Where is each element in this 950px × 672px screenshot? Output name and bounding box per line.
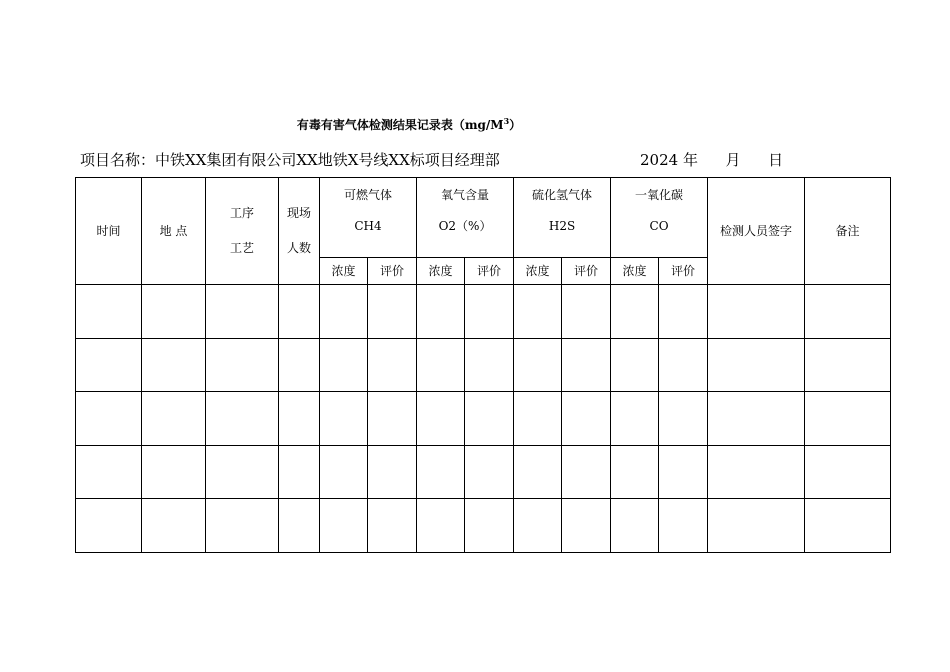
project-label: 项目名称：	[80, 151, 156, 169]
table-cell	[279, 445, 320, 499]
header-gas-h2s: 硫化氢气体 H2S	[514, 178, 611, 258]
document-title: 有毒有害气体检测结果记录表$(mg/M^3)$	[296, 116, 522, 132]
table-cell	[611, 338, 659, 392]
table-cell	[708, 392, 805, 446]
table-cell	[611, 392, 659, 446]
project-name: 中铁XX集团有限公司XX地铁X号线XX标项目经理部	[155, 151, 500, 169]
table-cell	[279, 392, 320, 446]
table-cell	[142, 338, 206, 392]
table-cell	[611, 499, 659, 553]
table-cell	[279, 338, 320, 392]
table-row	[76, 499, 891, 553]
table-cell	[562, 392, 611, 446]
date-month: 月	[725, 151, 741, 169]
table-cell	[368, 285, 417, 339]
table-cell	[206, 392, 279, 446]
table-cell	[562, 338, 611, 392]
header-time: 时间	[76, 178, 142, 285]
table-cell	[417, 445, 465, 499]
table-cell	[659, 392, 708, 446]
table-cell	[320, 338, 368, 392]
table-cell	[206, 338, 279, 392]
table-cell	[368, 392, 417, 446]
table-cell	[206, 499, 279, 553]
table-cell	[320, 285, 368, 339]
record-table	[75, 177, 891, 553]
table-cell	[562, 285, 611, 339]
header-gas-o2: 氧气含量 O2（%）	[417, 178, 514, 258]
table-cell	[465, 338, 514, 392]
table-cell	[76, 392, 142, 446]
table-cell	[611, 445, 659, 499]
table-cell	[562, 499, 611, 553]
table-row	[76, 285, 891, 339]
header-location: 地 点	[142, 178, 206, 285]
table-cell	[279, 499, 320, 553]
table-cell	[514, 338, 562, 392]
header-concentration: 浓度	[514, 258, 562, 285]
table-cell	[417, 338, 465, 392]
project-line	[80, 149, 500, 170]
header-evaluation: 评价	[659, 258, 708, 285]
table-cell	[805, 338, 891, 392]
table-cell	[805, 499, 891, 553]
table-cell	[465, 445, 514, 499]
table-cell	[206, 445, 279, 499]
table-cell	[76, 338, 142, 392]
header-concentration: 浓度	[611, 258, 659, 285]
table-cell	[76, 445, 142, 499]
header-concentration: 浓度	[417, 258, 465, 285]
table-cell	[279, 285, 320, 339]
table-cell	[514, 445, 562, 499]
table-cell	[659, 499, 708, 553]
table-cell	[417, 285, 465, 339]
table-cell	[368, 499, 417, 553]
header-evaluation: 评价	[465, 258, 514, 285]
table-cell	[76, 285, 142, 339]
header-process: 工序 工艺	[206, 178, 279, 285]
table-cell	[142, 285, 206, 339]
date-line	[640, 149, 783, 170]
table-cell	[368, 338, 417, 392]
table-cell	[465, 285, 514, 339]
table-cell	[417, 392, 465, 446]
header-gas-ch4: 可燃气体 CH4	[320, 178, 417, 258]
header-staff-count: 现场 人数	[279, 178, 320, 285]
header-inspector: 检测人员签字	[708, 178, 805, 285]
table-cell	[142, 499, 206, 553]
header-evaluation: 评价	[368, 258, 417, 285]
table-cell	[320, 445, 368, 499]
date-year: 2024 年	[640, 151, 698, 169]
table-cell	[320, 392, 368, 446]
table-cell	[805, 285, 891, 339]
table-cell	[659, 338, 708, 392]
table-cell	[368, 445, 417, 499]
table-cell	[142, 392, 206, 446]
table-cell	[659, 285, 708, 339]
table-cell	[417, 499, 465, 553]
table-cell	[514, 499, 562, 553]
table-cell	[611, 285, 659, 339]
table-cell	[708, 445, 805, 499]
table-cell	[805, 445, 891, 499]
header-remarks: 备注	[805, 178, 891, 285]
table-cell	[465, 499, 514, 553]
table-cell	[659, 445, 708, 499]
table-cell	[562, 445, 611, 499]
table-cell	[708, 285, 805, 339]
table-row	[76, 392, 891, 446]
header-concentration: 浓度	[320, 258, 368, 285]
table-cell	[708, 499, 805, 553]
table-row	[76, 338, 891, 392]
table-cell	[465, 392, 514, 446]
header-gas-co: 一氧化碳 CO	[611, 178, 708, 258]
header-evaluation: 评价	[562, 258, 611, 285]
table-cell	[142, 445, 206, 499]
table-row	[76, 445, 891, 499]
table-cell	[320, 499, 368, 553]
table-cell	[206, 285, 279, 339]
table-cell	[76, 499, 142, 553]
table-cell	[514, 392, 562, 446]
table-cell	[708, 338, 805, 392]
header-row-1	[76, 178, 891, 258]
table-cell	[805, 392, 891, 446]
date-day: 日	[768, 151, 784, 169]
table-cell	[514, 285, 562, 339]
